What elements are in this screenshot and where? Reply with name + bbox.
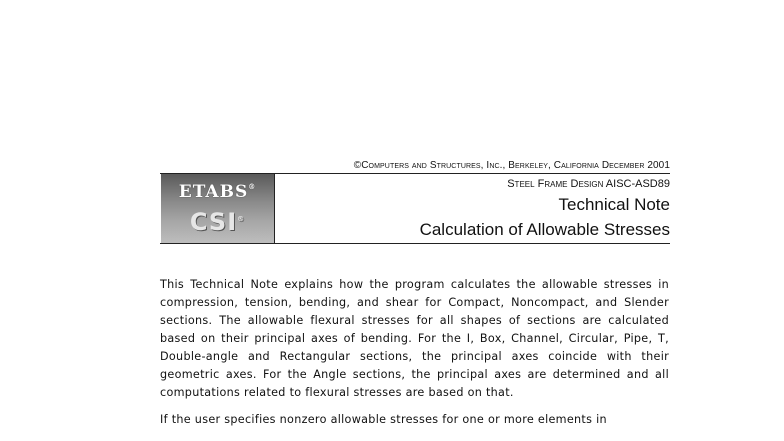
body-text — [160, 276, 669, 438]
etabs-logo-text: ETABS® — [178, 182, 257, 202]
body-paragraph-1: This Technical Note explains how the program calculates the allowable stresses in compression, tension, bending, and shear for Compact, Noncompact, and Slender sections. The allowable flexural stresses for all shapes of sections are calculated based on their principal axes of bending. For the I, Box, Channel, Circular, Pipe, T, Double-angle and Rectangular sections, the principal axes coincide with their geometric axes. For the Angle sections, the principal axes are determined and all computations related to flexural stresses are based on that. — [160, 278, 669, 399]
csi-logo-text: CSI® — [189, 208, 246, 236]
document-title-line1: Technical Note — [558, 195, 670, 214]
header-bottom-rule — [160, 243, 670, 244]
body-paragraph-2: If the user specifies nonzero allowable stresses for one or more elements in — [160, 413, 607, 426]
document-title-line2: Calculation of Allowable Stresses — [419, 220, 670, 239]
document-subtitle: Steel Frame Design AISC-ASD89 — [507, 178, 670, 190]
copyright-line: ©Computers and Structures, Inc., Berkeley, California December 2001 — [353, 160, 670, 171]
etabs-csi-logo — [161, 174, 275, 243]
